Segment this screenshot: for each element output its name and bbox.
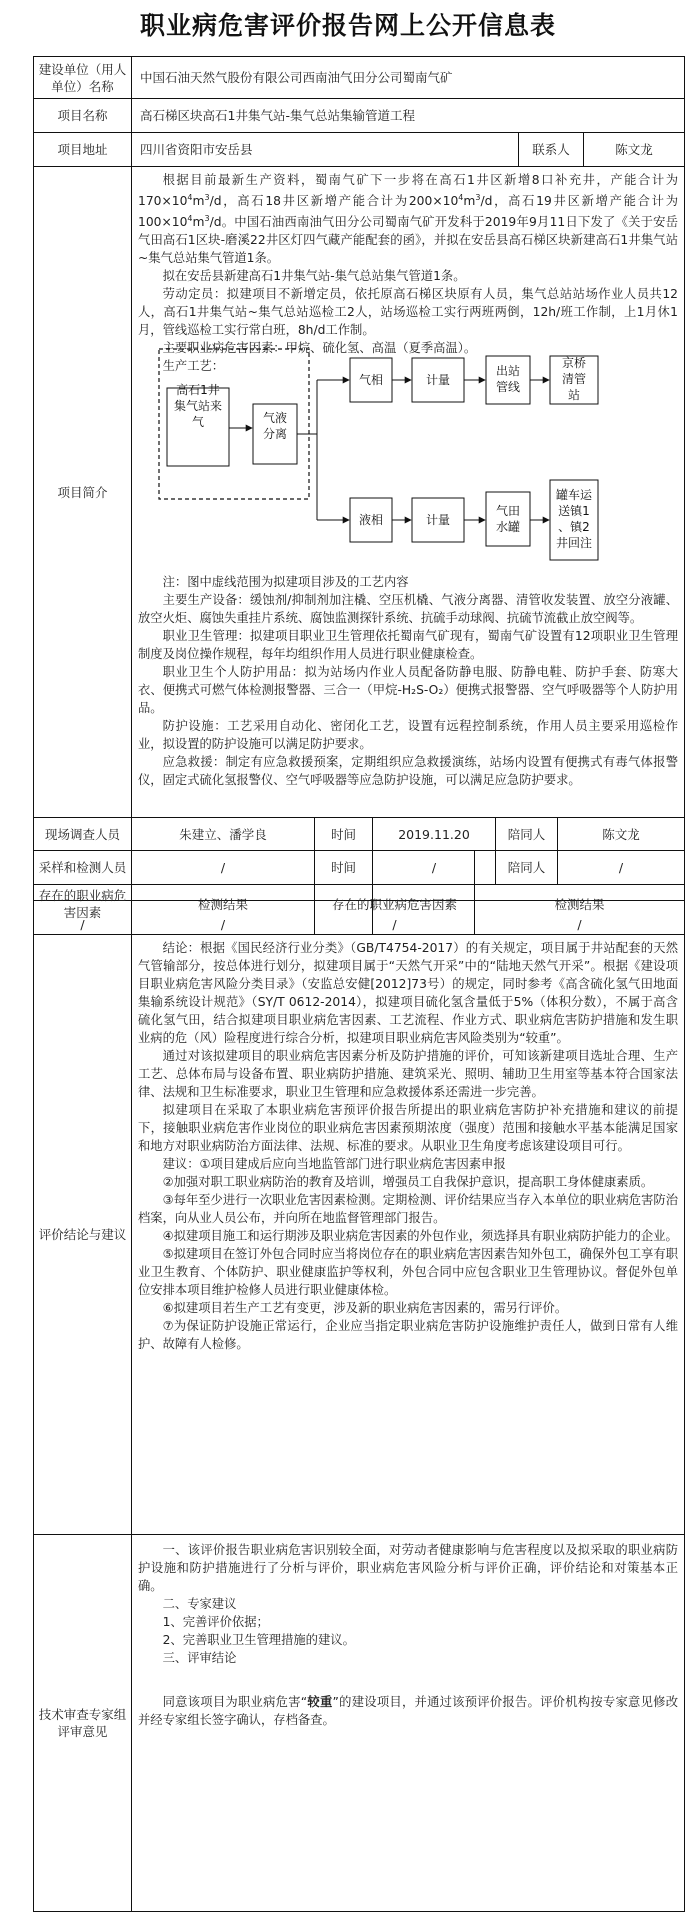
intro-paragraph-pipeline: 拟在安岳县新建高石1井集气站-集气总站集气管道1条。 — [162, 269, 466, 283]
result-left-header: 检测结果 — [197, 896, 248, 912]
sampling-time-value: / — [431, 860, 437, 875]
project-name-label: 项目名称 — [57, 108, 108, 123]
contact-value: 陈文龙 — [615, 142, 653, 157]
intro-paragraph-hazards: 主要职业病危害因素：甲烷、硫化氢、高温（夏季高温）。 — [162, 341, 477, 355]
intro-paragraph-capacity: 根据目前最新生产资料，蜀南气矿下一步将在高石1井区新增8口补充井，产能合计为$170\times 10^4m^3/d$，高石18井区新增产能合计为$200\times 10^4m^3/d$，高石19井区新增产能合计为$100\times 10^4m^3/d$。中国石油西南油气田分公司蜀南气矿开发科于2019年9月11日下发了《关于安岳气田高石1区块-磨溪22井区灯四气藏产能配套的函》，并拟在安岳县高石梯区块新建高石1井集气站~集气总站集气管道1条。 — [138, 173, 678, 265]
intro-text-upper — [138, 171, 678, 375]
survey-people-label: 现场调查人员 — [44, 826, 120, 842]
hazard-right-value: / — [392, 917, 397, 932]
pipeline-text: 出站管线 — [495, 364, 521, 394]
result-left-value: / — [220, 917, 226, 932]
conclusion-paragraph-2: 通过对该拟建项目的职业病危害因素分析及防护措施的评价，可知该新建项目选址合理、生产工艺、总体布局与设备布置、职业病防护措施、建筑采光、照明、辅助卫生用室等基本符合国家法律、法规和卫生标准要求，职业卫生管理和应急救援体系还需进一步完善。 — [138, 1049, 678, 1099]
suggestion-4: ④拟建项目施工和运行期涉及职业病危害因素的外包作业，须选择具有职业病防护能力的企业。 — [162, 1229, 678, 1243]
gas-text: 气相 — [358, 373, 384, 387]
intro-paragraph-protection: 防护设施：工艺采用自动化、密闭化工艺，设置有远程控制系统，作用人员主要采用巡检作业，拟设置的防护设施可以满足防护要求。 — [138, 719, 678, 751]
address-value: 四川省资阳市安岳县 — [140, 142, 253, 157]
suggestion-7: ⑦为保证防护设施正常运行，企业应当指定职业病危害防护设施维护责任人，做到日常有人维护、故障有人检修。 — [138, 1319, 678, 1351]
page-title: 职业病危害评价报告网上公开信息表 — [139, 11, 556, 40]
hazard-left-value: / — [80, 917, 85, 932]
expert-paragraph-1: 一、该评价报告职业病危害识别较全面，对劳动者健康影响与危害程度以及拟采取的职业病防护设施和防护措施进行了分析与评价，职业病危害风险分析与评价正确，评价结论和对策基本正确。 — [138, 1543, 678, 1593]
intro-paragraph-equipment: 主要生产设备：缓蚀剂/抑制剂加注橇、空压机橇、气液分离器、清管收发装置、放空分液罐、放空火炬、腐蚀失重挂片系统、腐蚀监测探针系统、抗硫手动球阀、抗硫节流截止放空阀等。 — [138, 593, 678, 625]
result-right-value: / — [577, 917, 582, 932]
source-text-line1: 高石1井集气站来气 — [173, 383, 223, 429]
diagram-note: 注：图中虚线范围为拟建项目涉及的工艺内容 — [162, 575, 409, 589]
intro-paragraph-ppe: 职业卫生个人防护用品：拟为站场内作业人员配备防静电服、防静电鞋、防护手套、防寒大衣、便携式可燃气体检测报警器、三合一（甲烷-H₂S-O₂）便携式报警器、空气呼吸器等个人防护用品。 — [138, 665, 678, 715]
survey-people-value: 朱建立、潘学良 — [179, 826, 267, 842]
conclusion-label: 评价结论与建议 — [38, 1227, 127, 1242]
suggestion-5: ⑤拟建项目在签订外包合同时应当将岗位存在的职业病危害因素告知外包工，确保外包工享有职业卫生教育、个体防护、职业健康监护等权利，外包合同中应包含职业卫生管理协议。督促外包单位安排本项目维护检修人员进行职业健康体检。 — [138, 1247, 678, 1297]
expert-suggestion-1: 1、完善评价依据； — [162, 1615, 269, 1629]
metering2-text: 计量 — [425, 513, 451, 527]
suggestion-1: 建议：①项目建成后应向当地监管部门进行职业病危害因素申报 — [162, 1157, 506, 1171]
expert-text — [138, 1541, 678, 1729]
result-right-header: 检测结果 — [554, 896, 605, 912]
survey-time-value: 2019.11.20 — [398, 826, 470, 842]
address-label: 项目地址 — [57, 142, 108, 157]
sampling-escort-label: 陪同人 — [507, 860, 546, 875]
unit-value: 中国石油天然气股份有限公司西南油气田分公司蜀南气矿 — [140, 70, 453, 85]
conclusion-paragraph-3: 拟建项目在采取了本职业病危害预评价报告所提出的职业病危害防护补充措施和建议的前提下，接触职业病危害作业岗位的职业病危害因素预期浓度（强度）范围和接触水平基本能满足国家和地方对职业病防治方面法律、法规、标准的要求。从职业卫生角度考虑该建设项目可行。 — [138, 1103, 678, 1153]
hazard-left-header: 存在的职业病危害因素 — [38, 888, 127, 920]
truck-text: 罐车运送镇1 、镇2 井回注 — [555, 488, 593, 550]
expert-suggestion-2: 2、完善职业卫生管理措施的建议。 — [162, 1633, 355, 1647]
expert-heading-3: 三、评审结论 — [162, 1651, 237, 1665]
sampling-escort-value: / — [618, 860, 624, 875]
expert-label: 技术审查专家组评审意见 — [38, 1707, 127, 1739]
sampling-people-label: 采样和检测人员 — [38, 860, 127, 875]
destination-text: 京桥清管站 — [561, 356, 587, 402]
unit-label: 建设单位（用人单位）名称 — [38, 61, 127, 94]
process-flow-diagram — [157, 346, 681, 571]
project-name-value: 高石梯区块高石1井集气站-集气总站集输管道工程 — [140, 108, 415, 123]
hazard-right-header: 存在的职业病危害因素 — [331, 896, 457, 912]
conclusion-paragraph-1: 结论：根据《国民经济行业分类》（GB/T4754-2017）的有关规定，项目属于井站配套的天然气管输部分，按总体进行划分，拟建项目属于“天然气开采”中的“陆地天然气开采”。根据《建设项目职业病危害风险分类目录》（安监总安健[2012]73号）的规定，同时参考《高含硫化氢气田地面集输系统设计规范》（SY/T 0612-2014），拟建项目硫化氢含量低于5%（体积分数），不属于高含硫化氢气田，结合拟建项目职业病危害因素、工艺流程、作业方式、职业病危害防护措施和发生职业病的危（风）险程度进行综合分析，拟建项目职业病危害风险类别为“较重”。 — [138, 941, 678, 1045]
metering1-text: 计量 — [425, 373, 451, 387]
expert-heading-2: 二、专家建议 — [162, 1597, 237, 1611]
suggestion-3: ③每年至少进行一次职业危害因素检测。定期检测、评价结果应当存入本单位的职业病危害防治档案，向从业人员公布，并向所在地监督管理部门报告。 — [138, 1193, 678, 1225]
survey-time-label: 时间 — [330, 826, 356, 842]
intro-paragraph-staffing: 劳动定员：拟建项目不新增定员，依托原高石梯区块原有人员，集气总站站场作业人员共12人，高石1井集气站~集气总站巡检工2人，站场巡检工实行两班两倒，12h/班工作制，上1月休1月，管线巡检工实行常白班，8h/d工作制。 — [138, 287, 678, 337]
info-table — [33, 56, 685, 1912]
sampling-people-value: / — [220, 860, 226, 875]
contact-label: 联系人 — [532, 142, 570, 157]
conclusion-text — [138, 939, 678, 1353]
sampling-time-label: 时间 — [330, 860, 356, 875]
expert-conclusion: 同意该项目为职业病危害“较重”的建设项目，并通过该预评价报告。评价机构按专家意见修改并经专家组长签字确认，存档备查。 — [138, 1695, 678, 1727]
intro-paragraph-process-heading: 生产工艺： — [162, 359, 225, 373]
suggestion-2: ②加强对职工职业病防治的教育及培训，增强员工自我保护意识，提高职工身体健康素质。 — [162, 1175, 654, 1189]
intro-paragraph-emergency: 应急救援：制定有应急救援预案，定期组织应急救援演练，站场内设置有便携式有毒气体报警仪，固定式硫化氢报警仪、空气呼吸器等应急防护设施，可以满足应急防护要求。 — [138, 755, 678, 787]
intro-text-lower — [138, 573, 678, 789]
tank-box — [486, 492, 530, 546]
intro-label: 项目简介 — [57, 484, 108, 500]
suggestion-6: ⑥拟建项目若生产工艺有变更，涉及新的职业病危害因素的，需另行评价。 — [162, 1301, 568, 1315]
tank-text: 气田水罐 — [495, 504, 521, 534]
survey-escort-label: 陪同人 — [507, 826, 546, 842]
separator-text: 气液分离 — [262, 411, 288, 441]
liquid-text: 液相 — [358, 513, 384, 527]
intro-paragraph-management: 职业卫生管理：拟建项目职业卫生管理依托蜀南气矿现有，蜀南气矿设置有12项职业卫生管理制度及岗位操作规程，每年均组织作用人员进行职业健康检查。 — [138, 629, 678, 661]
survey-escort-value: 陈文龙 — [602, 826, 640, 842]
